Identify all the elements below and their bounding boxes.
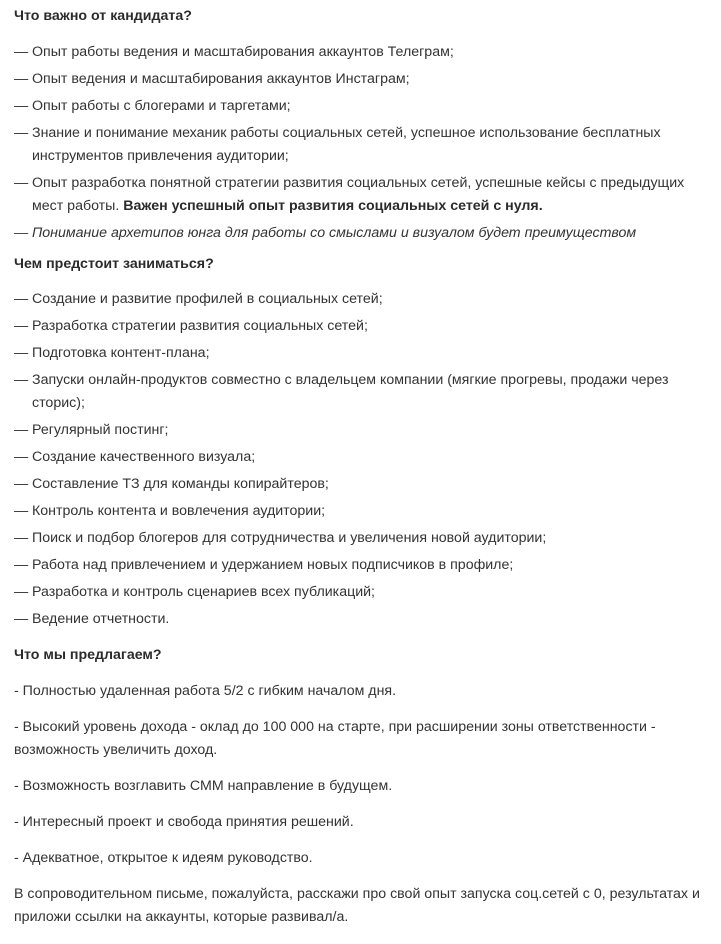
list-item: — Знание и понимание механик работы социальных сетей, успешное использование бесплатных инструментов привлечения аудитории; bbox=[14, 122, 714, 168]
section-heading-requirements: Что важно от кандидата? bbox=[14, 8, 192, 24]
highlight-text: Важен успешный опыт развития социальных сетей с нуля. bbox=[123, 198, 543, 214]
offer-item: - Интересный проект и свобода принятия решений. bbox=[14, 814, 354, 830]
list-item: — Разработка стратегии развития социальных сетей; bbox=[14, 315, 714, 338]
list-item: — Опыт ведения и масштабирования аккаунтов Инстаграм; bbox=[14, 68, 714, 91]
dash-bullet: — bbox=[14, 449, 29, 465]
list-item: — Создание качественного визуала; bbox=[14, 446, 714, 469]
list-item: — Ведение отчетности. bbox=[14, 608, 714, 631]
vacancy-description bbox=[14, 5, 714, 929]
dash-bullet: — bbox=[14, 372, 29, 388]
dash-bullet: — bbox=[14, 44, 29, 60]
list-item: — Опыт разработка понятной стратегии развития социальных сетей, успешные кейсы с предыдущих мест работы. Важен успешный опыт развития социальных сетей с нуля. bbox=[14, 172, 714, 218]
dash-bullet: — bbox=[14, 557, 29, 573]
dash-bullet: — bbox=[14, 476, 29, 492]
offer-item: - Адекватное, открытое к идеям руководство. bbox=[14, 850, 313, 866]
list-item: — Опыт работы ведения и масштабирования аккаунтов Телеграм; bbox=[14, 41, 714, 64]
dash-bullet: — bbox=[14, 175, 29, 191]
dash-bullet: — bbox=[14, 345, 29, 361]
list-item: — Контроль контента и вовлечения аудитории; bbox=[14, 500, 714, 523]
dash-bullet: — bbox=[14, 530, 29, 546]
dash-bullet: — bbox=[14, 71, 29, 87]
list-item: — Создание и развитие профилей в социальных сетей; bbox=[14, 288, 714, 311]
dash-bullet: — bbox=[14, 125, 29, 141]
list-item: — Составление ТЗ для команды копирайтеров; bbox=[14, 473, 714, 496]
dash-bullet: — bbox=[14, 584, 29, 600]
list-item: — Разработка и контроль сценариев всех публикаций; bbox=[14, 581, 714, 604]
offer-list bbox=[14, 680, 714, 870]
offer-item: - Возможность возглавить СММ направление в будущем. bbox=[14, 778, 393, 794]
list-item: — Поиск и подбор блогеров для сотрудничества и увеличения новой аудитории; bbox=[14, 527, 714, 550]
advantage-note: Понимание архетипов юнга для работы со смыслами и визуалом будет преимуществом bbox=[32, 225, 637, 241]
dash-bullet: — bbox=[14, 611, 29, 627]
dash-bullet: — bbox=[14, 225, 29, 241]
dash-bullet: — bbox=[14, 503, 29, 519]
section-heading-offer: Что мы предлагаем? bbox=[14, 647, 162, 663]
list-item: — Опыт работы с блогерами и таргетами; bbox=[14, 95, 714, 118]
duties-list bbox=[14, 288, 714, 631]
dash-bullet: — bbox=[14, 422, 29, 438]
dash-bullet: — bbox=[14, 318, 29, 334]
dash-bullet: — bbox=[14, 98, 29, 114]
dash-bullet: — bbox=[14, 291, 29, 307]
list-item: — Подготовка контент-плана; bbox=[14, 342, 714, 365]
requirements-list bbox=[14, 41, 714, 245]
section-heading-duties: Чем предстоит заниматься? bbox=[14, 256, 214, 272]
offer-item: - Полностью удаленная работа 5/2 с гибким началом дня. bbox=[14, 683, 397, 699]
list-item: — Работа над привлечением и удержанием новых подписчиков в профиле; bbox=[14, 554, 714, 577]
list-item: — Регулярный постинг; bbox=[14, 419, 714, 442]
list-item bbox=[14, 222, 714, 245]
list-item: — Запуски онлайн-продуктов совместно с владельцем компании (мягкие прогревы, продажи через сторис); bbox=[14, 369, 714, 415]
closing-note: В сопроводительном письме, пожалуйста, расскажи про свой опыт запуска соц.сетей с 0, результатах и приложи ссылки на аккаунты, которые развивал/а. bbox=[14, 886, 700, 925]
offer-item: - Высокий уровень дохода - оклад до 100 000 на старте, при расширении зоны ответственности - возможность увеличить доход. bbox=[14, 719, 656, 758]
